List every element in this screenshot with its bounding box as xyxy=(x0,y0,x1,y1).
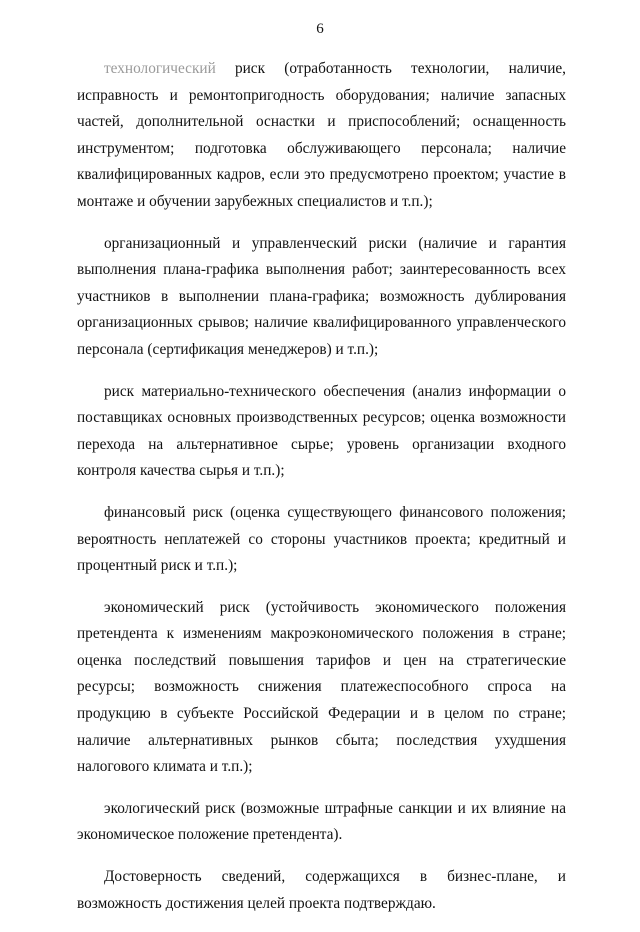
paragraph-confirmation: Достоверность сведений, содержащихся в бизнес-плане, и возможность достижения целей проекта подтверждаю. xyxy=(77,868,566,912)
paragraph-technological-risk xyxy=(77,56,566,216)
page-number: 6 xyxy=(316,21,324,37)
paragraph-ecological-risk: экологический риск (возможные штрафные санкции и их влияние на экономическое положение претендента). xyxy=(77,799,566,844)
paragraph-supply-risk: риск материально-технического обеспечения (анализ информации о поставщиках основных производственных ресурсов; оценка возможности перехода на альтернативное сырье; уровень организации входного контроля качества сырья и т.п.); xyxy=(77,382,566,480)
paragraph-economic-risk: экономический риск (устойчивость экономического положения претендента к изменениям макроэкономического положения в стране; оценка последствий повышения тарифов и цен на стратегические ресурсы; возможность снижения платежеспособного спроса на продукцию в субъекте Российской Федерации и в целом по стране; наличие альтернативных рынков сбыта; последствия ухудшения налогового климата и т.п.); xyxy=(77,598,566,776)
document-body xyxy=(77,56,566,932)
paragraph-organizational-risk: организационный и управленческий риски (наличие и гарантия выполнения плана-графика выполнения работ; заинтересованность всех участников в выполнении плана-графика; возможность дублирования организационных срывов; наличие квалифицированного управленческого персонала (сертификация менеджеров) и т.п.); xyxy=(77,234,566,358)
paragraph-text: риск (отработанность технологии, наличие, исправность и ремонтопригодность оборудования; наличие запасных частей, дополнительной оснастки и приспособлений; оснащенность инструментом; подготовка обслуживающего персонала; наличие квалифицированных кадров, если это предусмотрено проектом; участие в монтаже и обучении зарубежных специалистов и т.п.); xyxy=(77,60,566,210)
paragraph-financial-risk: финансовый риск (оценка существующего финансового положения; вероятность неплатежей со стороны участников проекта; кредитный и процентный риск и т.п.); xyxy=(77,503,566,575)
faded-word: технологический xyxy=(104,60,216,77)
